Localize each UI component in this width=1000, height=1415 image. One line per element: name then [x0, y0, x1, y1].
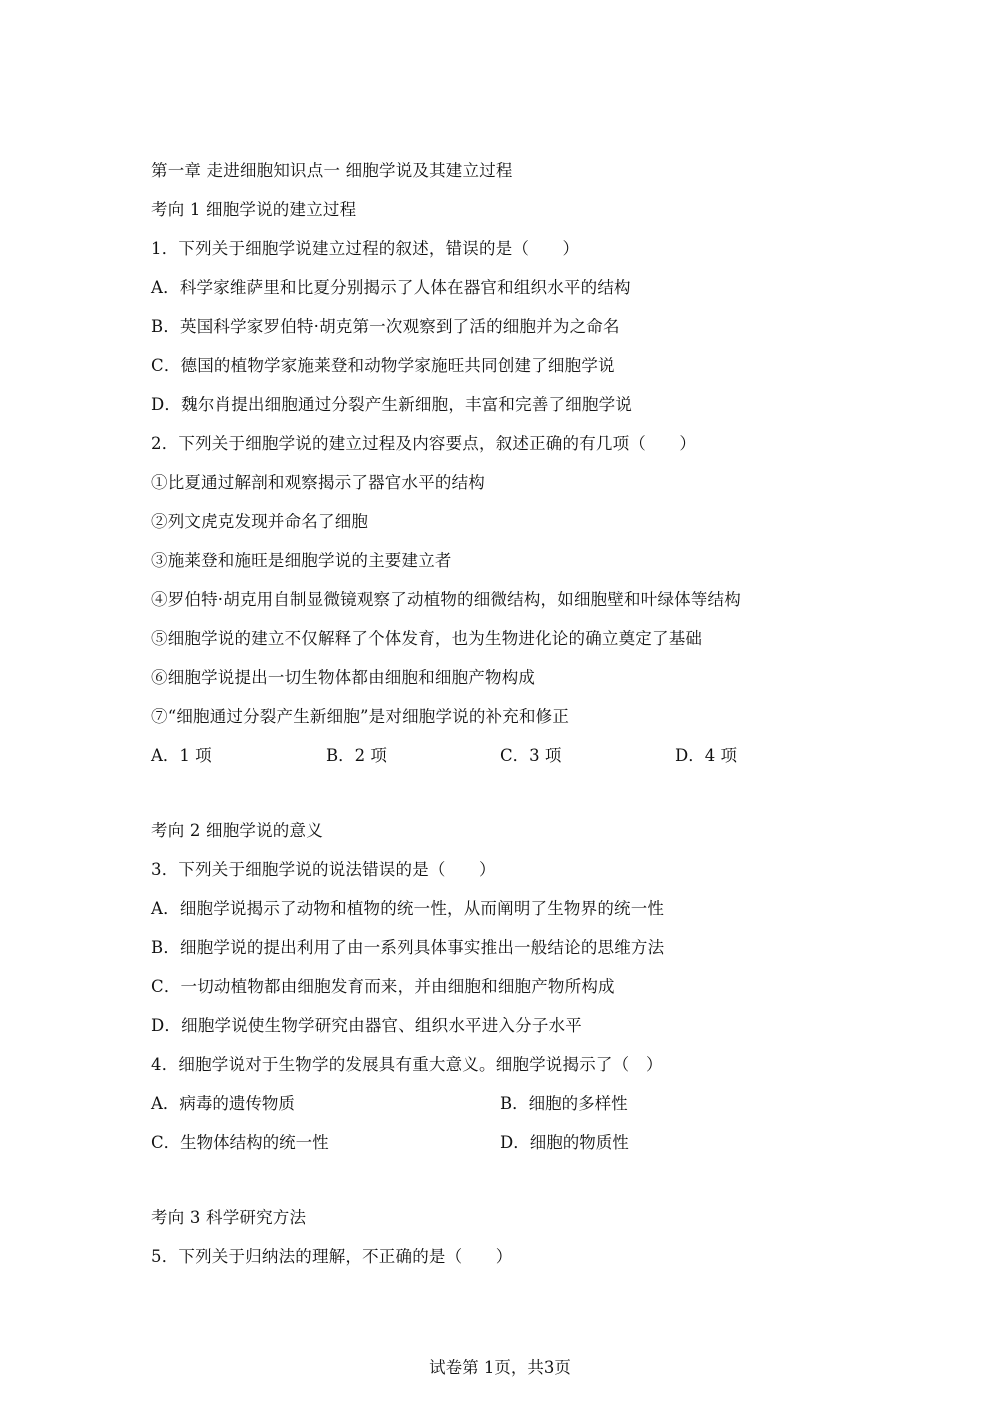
- option-b: B．细胞的多样性: [500, 1094, 628, 1113]
- option-d: D．4 项: [675, 746, 737, 765]
- option-c: C．德国的植物学家施莱登和动物学家施旺共同创建了细胞学说: [151, 356, 615, 375]
- statement-item: ②列文虎克发现并命名了细胞: [151, 512, 369, 531]
- option-d: D．魏尔肖提出细胞通过分裂产生新细胞，丰富和完善了细胞学说: [151, 395, 633, 414]
- question-stem: 2．下列关于细胞学说的建立过程及内容要点，叙述正确的有几项（ ）: [151, 434, 697, 453]
- option-d: D．细胞学说使生物学研究由器官、组织水平进入分子水平: [151, 1016, 582, 1035]
- question-stem: 5．下列关于归纳法的理解，不正确的是（ ）: [151, 1247, 513, 1266]
- question-stem: 3．下列关于细胞学说的说法错误的是（ ）: [151, 860, 496, 879]
- statement-item: ⑥细胞学说提出一切生物体都由细胞和细胞产物构成: [151, 668, 536, 687]
- option-a: A．1 项: [151, 746, 212, 765]
- question-stem: 4．细胞学说对于生物学的发展具有重大意义。细胞学说揭示了（ ）: [151, 1055, 663, 1074]
- option-c: C．3 项: [500, 746, 562, 765]
- option-c: C．一切动植物都由细胞发育而来，并由细胞和细胞产物所构成: [151, 977, 615, 996]
- statement-item: ④罗伯特·胡克用自制显微镜观察了动植物的细微结构，如细胞壁和叶绿体等结构: [151, 590, 741, 609]
- options-row: [151, 1093, 871, 1115]
- option-b: B．英国科学家罗伯特·胡克第一次观察到了活的细胞并为之命名: [151, 317, 620, 336]
- option-a: A．病毒的遗传物质: [151, 1094, 295, 1113]
- option-b: B．细胞学说的提出利用了由一系列具体事实推出一般结论的思维方法: [151, 938, 665, 957]
- chapter-title: 第一章 走进细胞知识点一 细胞学说及其建立过程: [151, 161, 513, 180]
- statement-item: ①比夏通过解剖和观察揭示了器官水平的结构: [151, 473, 485, 492]
- options-row: [151, 1132, 871, 1154]
- page-footer: 试卷第 1页，共3页: [429, 1358, 571, 1377]
- section-heading: 考向 1 细胞学说的建立过程: [151, 200, 357, 219]
- question-stem: 1．下列关于细胞学说建立过程的叙述，错误的是（ ）: [151, 239, 580, 258]
- option-b: B．2 项: [326, 746, 387, 765]
- statement-item: ⑦“细胞通过分裂产生新细胞”是对细胞学说的补充和修正: [151, 707, 570, 726]
- statement-item: ⑤细胞学说的建立不仅解释了个体发育，也为生物进化论的确立奠定了基础: [151, 629, 703, 648]
- section-heading: 考向 3 科学研究方法: [151, 1208, 307, 1227]
- options-row: [151, 745, 871, 767]
- option-d: D．细胞的物质性: [500, 1133, 629, 1152]
- statement-item: ③施莱登和施旺是细胞学说的主要建立者: [151, 551, 452, 570]
- section-heading: 考向 2 细胞学说的意义: [151, 821, 323, 840]
- option-a: A．科学家维萨里和比夏分别揭示了人体在器官和组织水平的结构: [151, 278, 631, 297]
- option-c: C．生物体结构的统一性: [151, 1133, 329, 1152]
- option-a: A．细胞学说揭示了动物和植物的统一性，从而阐明了生物界的统一性: [151, 899, 665, 918]
